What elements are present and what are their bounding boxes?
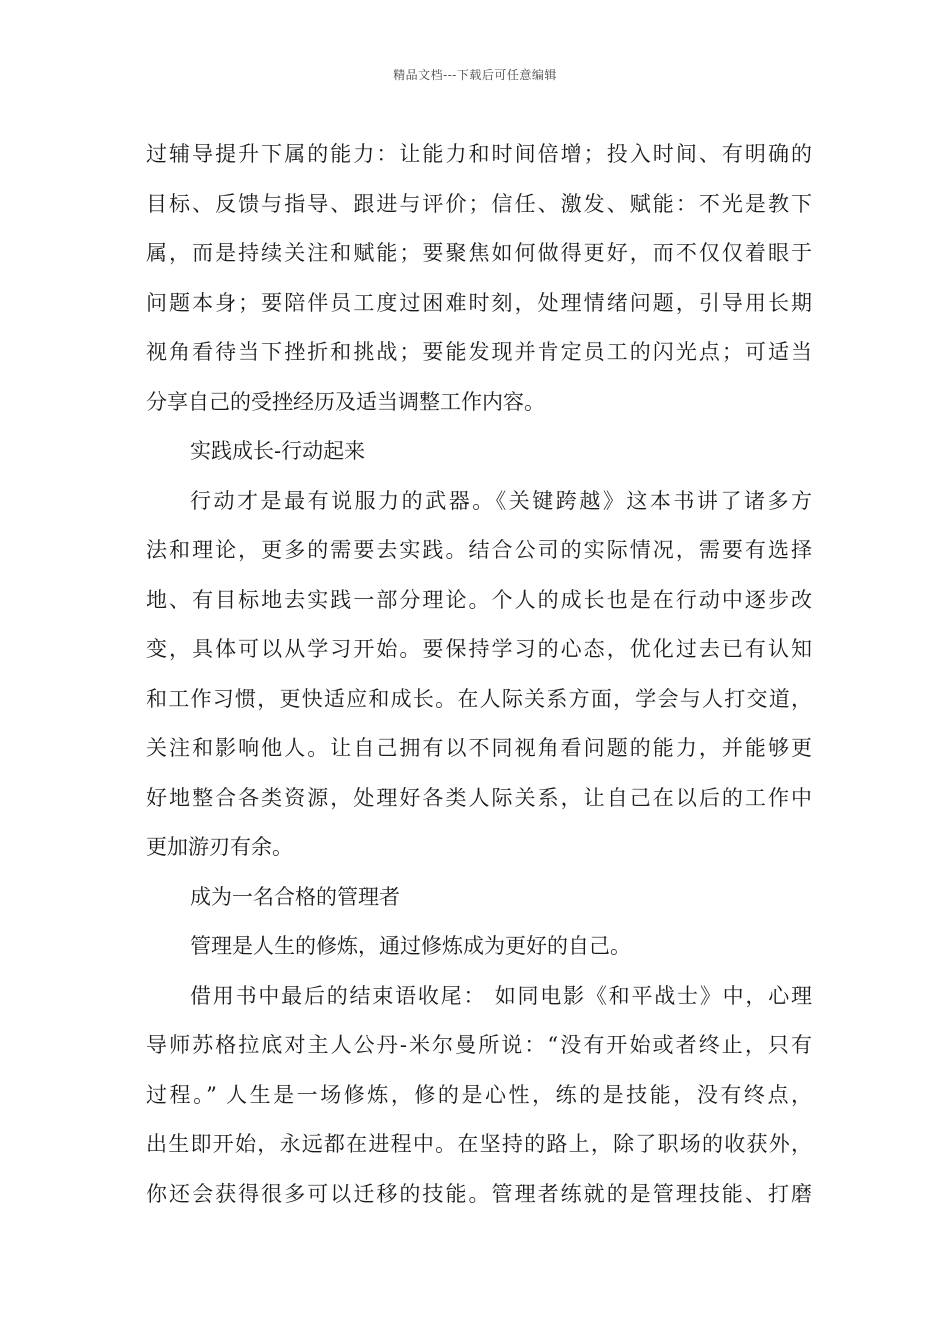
text-line: 过辅导提升下属的能力：让能力和时间倍增；投入时间、有明确的 (146, 142, 812, 166)
text-line: 实践成长-行动起来 (190, 439, 366, 463)
text-line: 问题本身；要陪伴员工度过困难时刻，处理情绪问题，引导用长期 (146, 290, 812, 315)
text-line: 目标、反馈与指导、跟进与评价；信任、激发、赋能：不光是教下 (146, 191, 812, 216)
text-line: 和工作习惯，更快适应和成长。在人际关系方面，学会与人打交道， (146, 686, 812, 711)
text-line: 地、有目标地去实践一部分理论。个人的成长也是在行动中逐步改 (146, 587, 812, 612)
text-line: 分享自己的受挫经历及适当调整工作内容。 (146, 389, 545, 414)
text-line: 变，具体可以从学习开始。要保持学习的心态，优化过去已有认知 (146, 637, 812, 661)
text-line: 过程。” 人生是一场修炼，修的是心性，练的是技能，没有终点， (146, 1082, 812, 1107)
page-header: 精品文档---下载后可任意编辑 (393, 68, 557, 82)
text-line: 导师苏格拉底对主人公丹-米尔曼所说：“没有开始或者终止，只有 (146, 1033, 812, 1057)
text-line: 更加游刃有余。 (146, 835, 293, 859)
text-line: 成为一名合格的管理者 (190, 884, 400, 909)
text-line: 视角看待当下挫折和挑战；要能发现并肯定员工的闪光点；可适当 (146, 340, 812, 364)
text-line: 关注和影响他人。让自己拥有以不同视角看问题的能力，并能够更 (146, 736, 812, 760)
text-line: 属，而是持续关注和赋能；要聚焦如何做得更好，而不仅仅着眼于 (146, 241, 812, 265)
document-body (146, 130, 812, 1219)
text-line: 你还会获得很多可以迁移的技能。管理者练就的是管理技能、打磨 (146, 1181, 812, 1206)
text-line: 行动才是最有说服力的武器。《关键跨越》这本书讲了诸多方 (190, 488, 812, 513)
text-line: 借用书中最后的结束语收尾： 如同电影《和平战士》中，心理 (190, 983, 812, 1008)
text-line: 出生即开始，永远都在进程中。在坚持的路上，除了职场的收获外， (146, 1132, 812, 1156)
text-line: 好地整合各类资源，处理好各类人际关系，让自己在以后的工作中 (146, 785, 812, 810)
text-line: 法和理论，更多的需要去实践。结合公司的实际情况，需要有选择 (146, 538, 812, 562)
text-line: 管理是人生的修炼，通过修炼成为更好的自己。 (190, 934, 631, 958)
